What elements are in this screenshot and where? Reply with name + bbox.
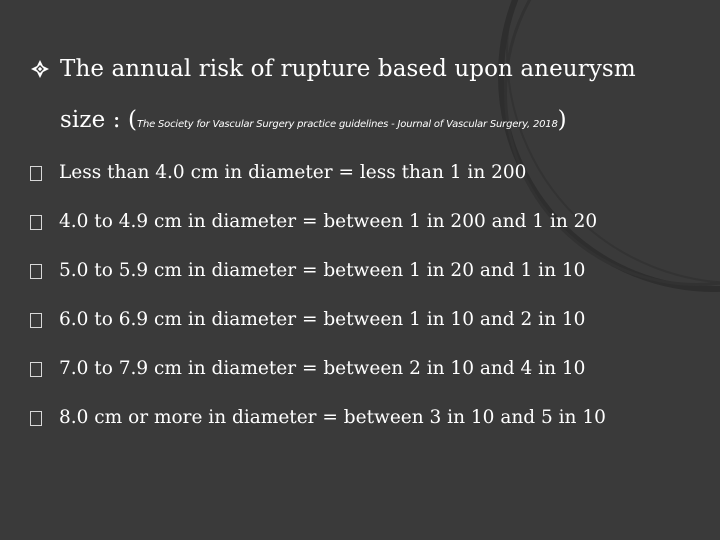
list-item-text: 7.0 to 7.9 cm in diameter = between 2 in 10 and 4 in 10	[59, 358, 586, 379]
list-item	[30, 260, 710, 290]
list-item-text: 6.0 to 6.9 cm in diameter = between 1 in 10 and 2 in 10	[59, 309, 586, 330]
list-item-text: 8.0 cm or more in diameter = between 3 in 10 and 5 in 10	[59, 407, 606, 428]
square-box-icon	[30, 264, 42, 279]
heading-line-2-suffix: )	[557, 107, 567, 133]
square-box-icon	[30, 166, 42, 181]
heading-line-2-prefix: size : (	[60, 107, 138, 133]
heading-line-1: The annual risk of rupture based upon aneurysm	[60, 56, 636, 82]
diamond-bullet-icon	[30, 59, 50, 79]
list-item-text: Less than 4.0 cm in diameter = less than 1 in 200	[59, 162, 527, 183]
square-box-icon	[30, 362, 42, 377]
square-box-icon	[30, 411, 42, 426]
list-item-text: 5.0 to 5.9 cm in diameter = between 1 in 20 and 1 in 10	[59, 260, 586, 281]
heading-line-2	[60, 107, 567, 133]
list-item	[30, 358, 710, 388]
list-item	[30, 162, 710, 192]
citation: The Society for Vascular Surgery practice guidelines - Journal of Vascular Surgery, 2018	[137, 119, 558, 130]
list-item	[30, 407, 710, 437]
list-item-text: 4.0 to 4.9 cm in diameter = between 1 in 200 and 1 in 20	[59, 211, 598, 232]
list-item	[30, 211, 710, 241]
square-box-icon	[30, 313, 42, 328]
decorative-arc	[504, 0, 720, 286]
square-box-icon	[30, 215, 42, 230]
list-item	[30, 309, 710, 339]
